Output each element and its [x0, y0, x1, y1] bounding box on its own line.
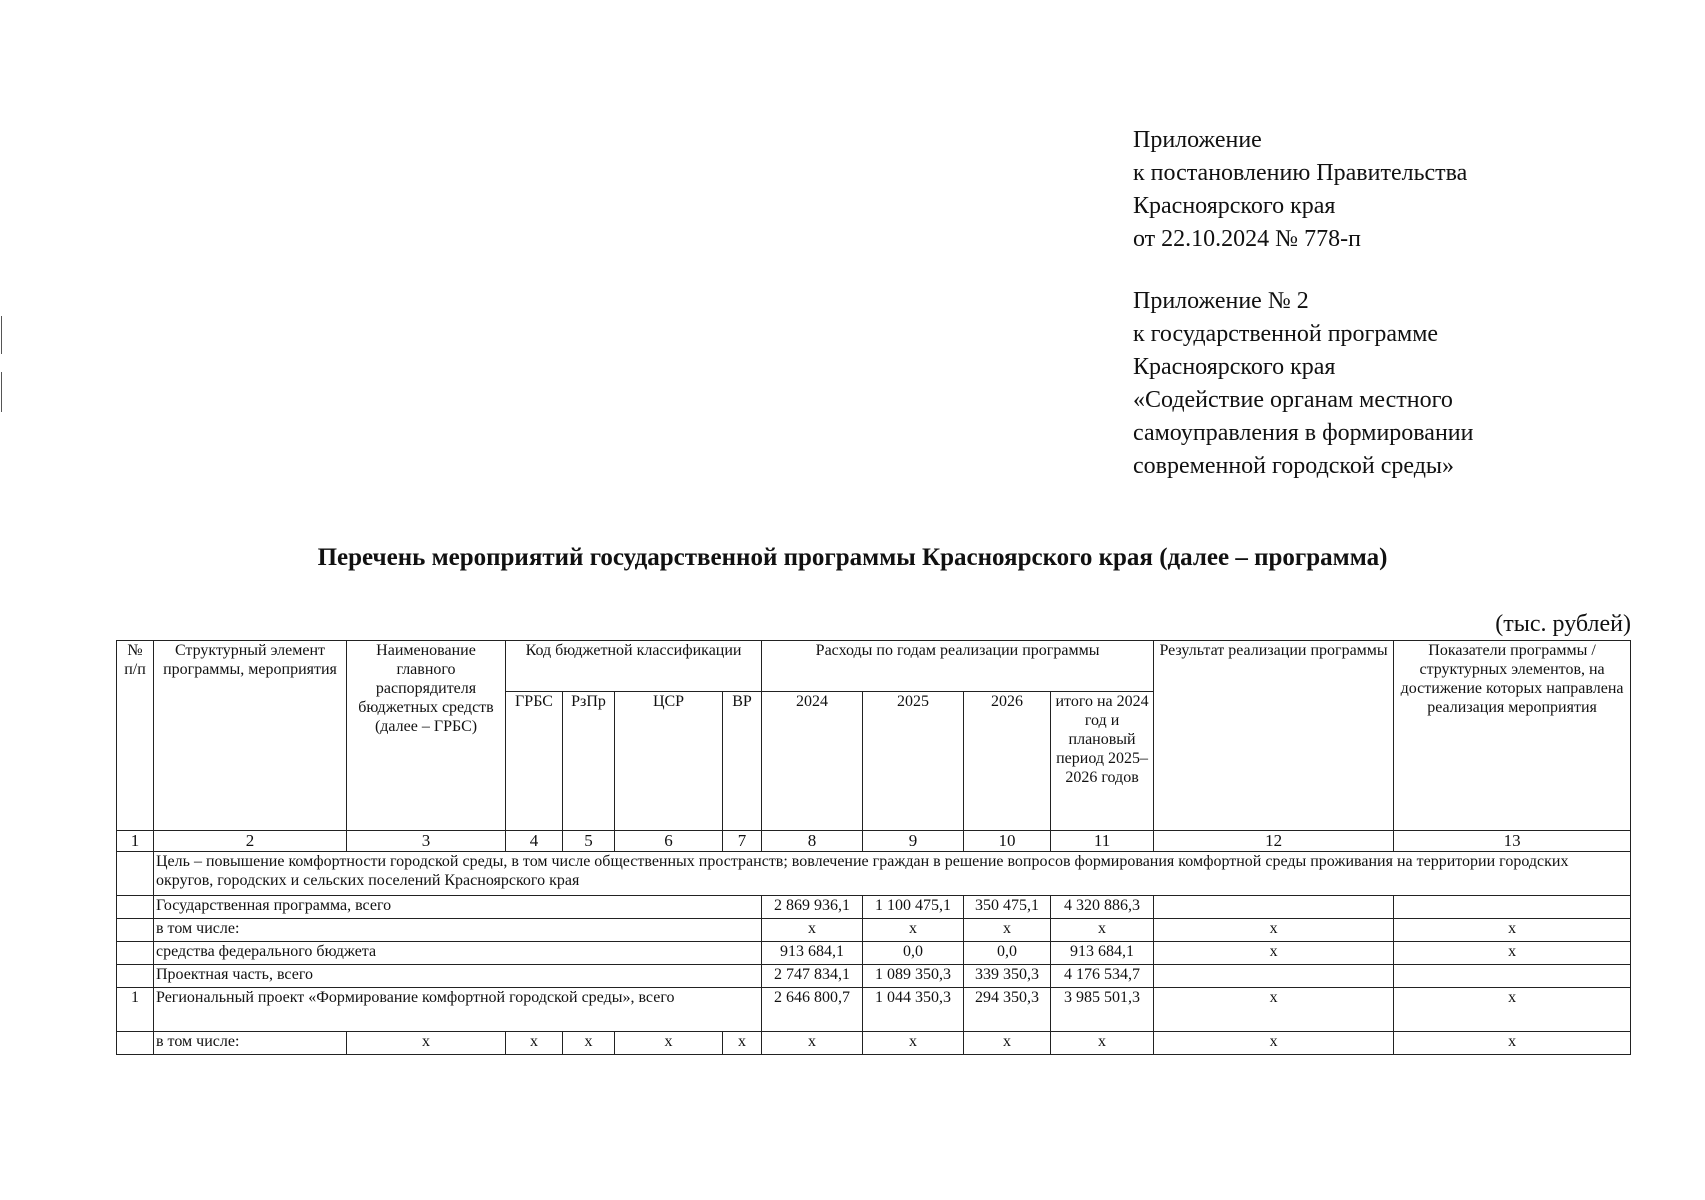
header-total: итого на 2024 год и плановый период 2025–2026 годов: [1051, 692, 1154, 831]
approval-line: Красноярского края: [1133, 193, 1336, 219]
goal-text: Цель – повышение комфортности городской среды, в том числе общественных пространств; вовлечение граждан в решение вопросов формирования комфортной среды проживания на территории городских округов, городских и сельских поселений Красноярского края: [154, 852, 1631, 896]
document-title: Перечень мероприятий государственной программы Красноярского края (далее – программа): [317, 544, 1388, 571]
column-number: 5: [563, 831, 615, 852]
value-2025: 1 044 350,3: [863, 988, 964, 1032]
approval-block-resolution: [1133, 124, 1467, 256]
table-row: [117, 942, 1631, 965]
column-number: 12: [1154, 831, 1394, 852]
value-2024: х: [762, 1032, 863, 1055]
value-grbs-name: х: [347, 1032, 506, 1055]
approval-line: Приложение № 2: [1133, 288, 1309, 314]
value-indicators: [1394, 896, 1631, 919]
column-number: 7: [723, 831, 762, 852]
header-year-2025: 2025: [863, 692, 964, 831]
value-2025: 1 100 475,1: [863, 896, 964, 919]
approval-line: к постановлению Правительства: [1133, 160, 1468, 186]
column-number: 6: [615, 831, 723, 852]
value-2026: х: [964, 1032, 1051, 1055]
value-2026: 350 475,1: [964, 896, 1051, 919]
value-2024: 2 747 834,1: [762, 965, 863, 988]
scan-artifact-line: [1, 372, 2, 412]
table-row: [117, 988, 1631, 1032]
value-result: [1154, 896, 1394, 919]
header-indicators: Показатели программы / структурных элементов, на достижение которых направлена реализация мероприятия: [1394, 641, 1631, 831]
value-total: 913 684,1: [1051, 942, 1154, 965]
value-2025: х: [863, 919, 964, 942]
measures-table: [116, 640, 1631, 1055]
approval-line: Приложение: [1133, 127, 1262, 153]
header-rzpr: РзПр: [563, 692, 615, 831]
value-total: 4 176 534,7: [1051, 965, 1154, 988]
header-structural-element: Структурный элемент программы, мероприятия: [154, 641, 347, 831]
value-2025: 1 089 350,3: [863, 965, 964, 988]
header-expenses: Расходы по годам реализации программы: [762, 641, 1154, 692]
approval-line: к государственной программе: [1133, 321, 1439, 347]
value-2026: 0,0: [964, 942, 1051, 965]
value-2024: 2 869 936,1: [762, 896, 863, 919]
value-result: х: [1154, 942, 1394, 965]
table-row: [117, 1032, 1631, 1055]
row-num: [117, 1032, 154, 1055]
units-label: (тыс. рублей): [1495, 611, 1631, 637]
value-result: [1154, 965, 1394, 988]
column-number: 13: [1394, 831, 1631, 852]
column-number: 11: [1051, 831, 1154, 852]
header-result: Результат реализации программы: [1154, 641, 1394, 831]
row-name: в том числе:: [154, 1032, 347, 1055]
value-2025: х: [863, 1032, 964, 1055]
value-rzpr: х: [563, 1032, 615, 1055]
value-total: х: [1051, 919, 1154, 942]
row-num: 1: [117, 988, 154, 1032]
row-name: Проектная часть, всего: [154, 965, 762, 988]
header-num: № п/п: [117, 641, 154, 831]
value-2024: 913 684,1: [762, 942, 863, 965]
row-name: средства федерального бюджета: [154, 942, 762, 965]
goal-row: [117, 852, 1631, 896]
approval-line: от 22.10.2024 № 778-п: [1133, 226, 1361, 252]
header-row: [117, 641, 1631, 692]
row-num: [117, 965, 154, 988]
row-name: в том числе:: [154, 919, 762, 942]
value-total: 4 320 886,3: [1051, 896, 1154, 919]
value-2025: 0,0: [863, 942, 964, 965]
value-2026: 294 350,3: [964, 988, 1051, 1032]
value-result: х: [1154, 1032, 1394, 1055]
value-2026: х: [964, 919, 1051, 942]
row-num: [117, 919, 154, 942]
value-2024: 2 646 800,7: [762, 988, 863, 1032]
value-total: х: [1051, 1032, 1154, 1055]
value-2026: 339 350,3: [964, 965, 1051, 988]
column-number: 3: [347, 831, 506, 852]
header-csr: ЦСР: [615, 692, 723, 831]
column-number: 4: [506, 831, 563, 852]
row-name: Региональный проект «Формирование комфортной городской среды», всего: [154, 988, 762, 1032]
header-grbs-name: Наименование главного распорядителя бюджетных средств (далее – ГРБС): [347, 641, 506, 831]
value-indicators: х: [1394, 942, 1631, 965]
row-num: [117, 942, 154, 965]
approval-line: самоуправления в формировании: [1133, 420, 1474, 446]
row-name: Государственная программа, всего: [154, 896, 762, 919]
approval-line: «Содействие органам местного: [1133, 387, 1453, 413]
value-csr: х: [615, 1032, 723, 1055]
value-indicators: х: [1394, 988, 1631, 1032]
column-number: 9: [863, 831, 964, 852]
value-total: 3 985 501,3: [1051, 988, 1154, 1032]
column-numbers-row: [117, 831, 1631, 852]
value-vr: х: [723, 1032, 762, 1055]
value-result: х: [1154, 919, 1394, 942]
column-number: 2: [154, 831, 347, 852]
approval-line: Красноярского края: [1133, 354, 1336, 380]
table-row: [117, 896, 1631, 919]
header-year-2024: 2024: [762, 692, 863, 831]
header-budget-code: Код бюджетной классификации: [506, 641, 762, 692]
value-indicators: х: [1394, 919, 1631, 942]
approval-line: современной городской среды»: [1133, 453, 1455, 479]
header-grbs: ГРБС: [506, 692, 563, 831]
header-vr: ВР: [723, 692, 762, 831]
value-result: х: [1154, 988, 1394, 1032]
column-number: 1: [117, 831, 154, 852]
column-number: 10: [964, 831, 1051, 852]
row-num: [117, 896, 154, 919]
value-indicators: х: [1394, 1032, 1631, 1055]
value-grbs: х: [506, 1032, 563, 1055]
header-year-2026: 2026: [964, 692, 1051, 831]
table-row: [117, 965, 1631, 988]
approval-block-program: [1133, 285, 1474, 483]
column-number: 8: [762, 831, 863, 852]
value-2024: х: [762, 919, 863, 942]
table-row: [117, 919, 1631, 942]
scan-artifact-line: [1, 316, 2, 354]
value-indicators: [1394, 965, 1631, 988]
